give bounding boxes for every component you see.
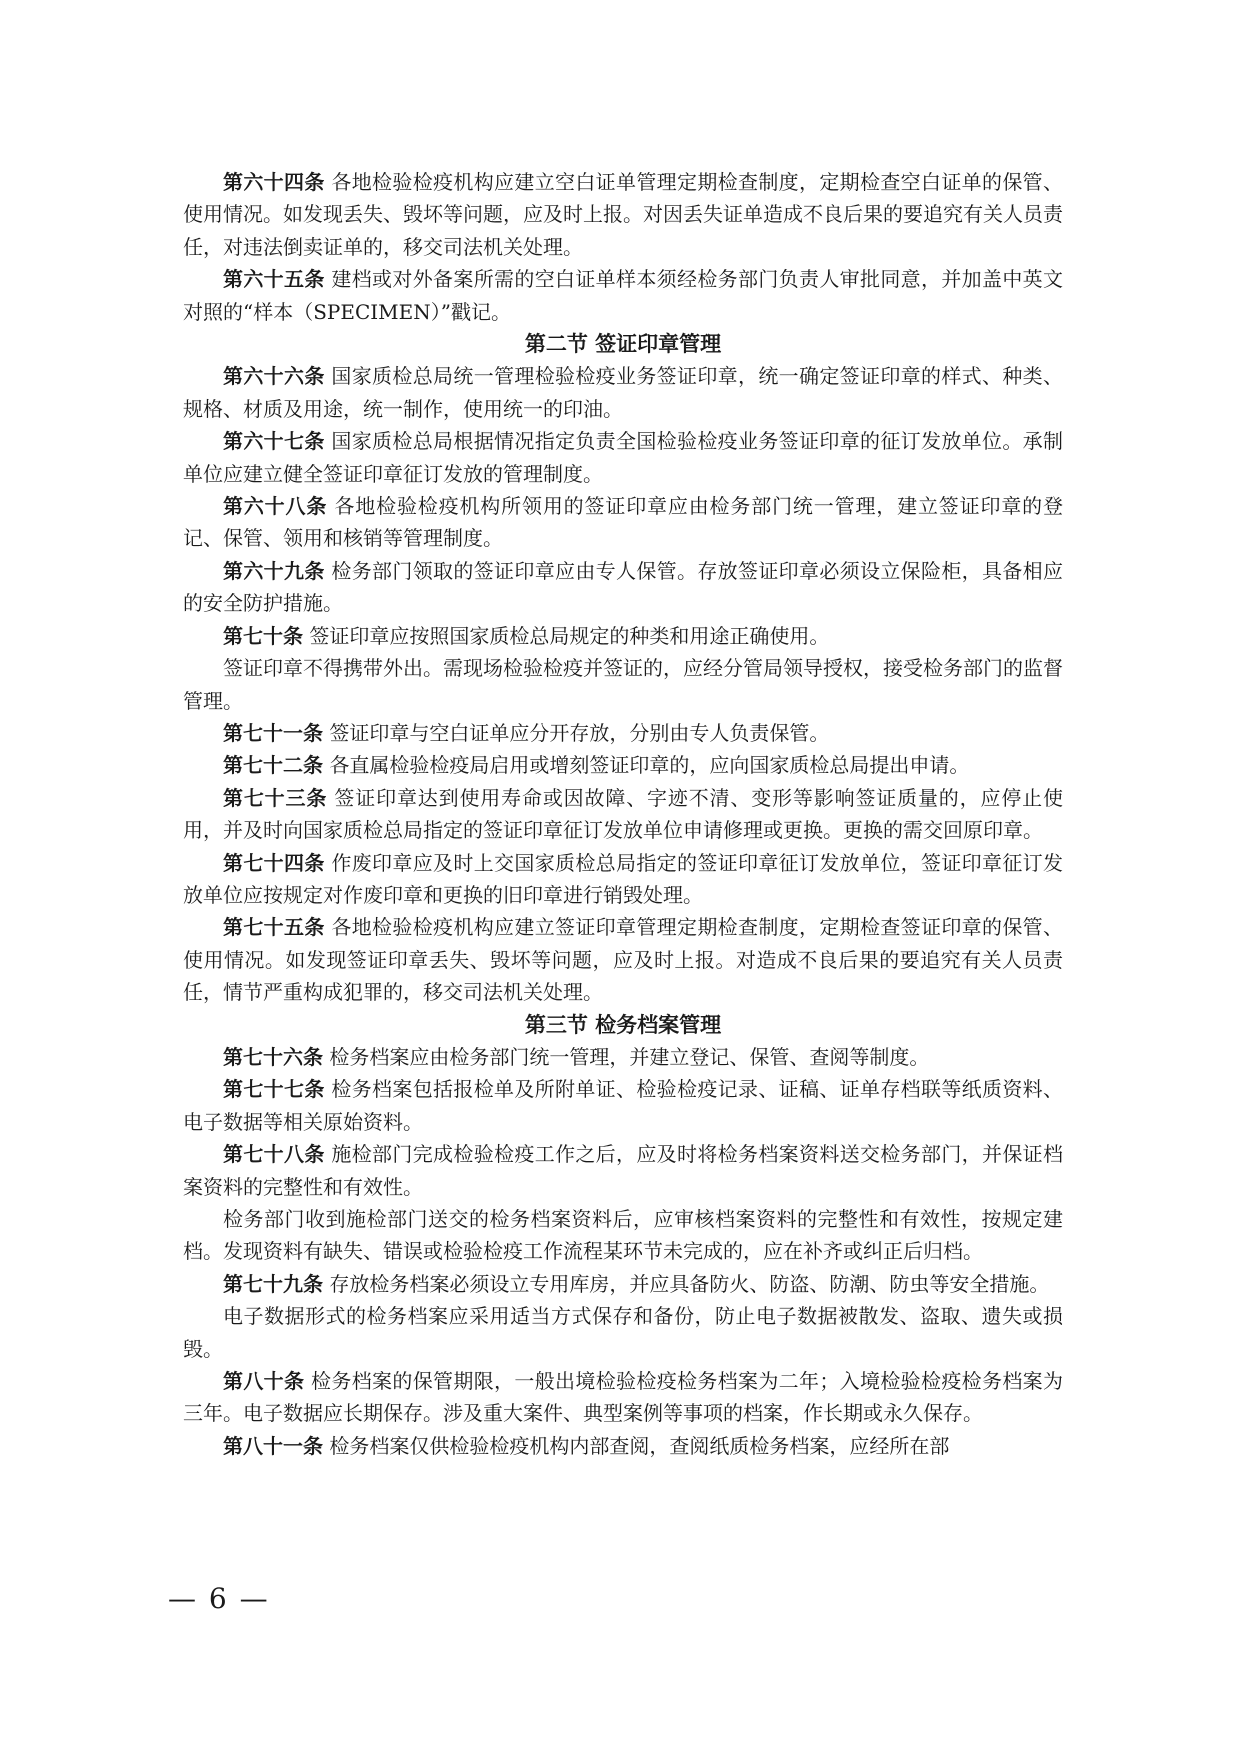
article-number: 第六十六条 <box>223 364 325 389</box>
article-text: 各直属检验检疫局启用或增刻签证印章的，应向国家质检总局提出申请。 <box>323 753 970 778</box>
article-paragraph <box>183 425 1063 490</box>
article-number: 第七十九条 <box>223 1271 323 1296</box>
article-number: 第七十三条 <box>223 785 328 810</box>
article-number: 第六十四条 <box>223 170 325 194</box>
section-heading: 第二节 签证印章管理 <box>524 332 722 357</box>
article-number: 第七十五条 <box>223 915 325 940</box>
article-text: 签证印章应按照国家质检总局规定的种类和用途正确使用。 <box>303 623 830 648</box>
article-paragraph <box>183 1268 1063 1300</box>
article-number: 第六十八条 <box>223 494 328 519</box>
article-text: 建档或对外备案所需的空白证单样本须经检务部门负责人审批同意，并加盖中英文对照的“样本（SPECIMEN）”戳记。 <box>183 267 1064 324</box>
article-paragraph <box>183 1073 1063 1138</box>
article-number: 第八十条 <box>223 1369 305 1394</box>
article-paragraph <box>183 490 1063 555</box>
article-text: 签证印章与空白证单应分开存放，分别由专人负责保管。 <box>323 720 830 745</box>
article-text: 检务部门领取的签证印章应由专人保管。存放签证印章必须设立保险柜，具备相应的安全防护措施。 <box>183 558 1064 616</box>
article-text: 国家质检总局根据情况指定负责全国检验检疫业务签证印章的征订发放单位。承制单位应建立健全签证印章征订发放的管理制度。 <box>183 429 1064 486</box>
article-number: 第六十九条 <box>223 558 325 583</box>
article-paragraph <box>183 555 1063 620</box>
article-text: 检务档案包括报检单及所附单证、检验检疫记录、证稿、证单存档联等纸质资料、电子数据等相关原始资料。 <box>183 1077 1064 1134</box>
article-paragraph <box>183 1203 1063 1268</box>
article-text: 存放检务档案必须设立专用库房，并应具备防火、防盗、防潮、防虫等安全措施。 <box>323 1271 1050 1296</box>
article-paragraph <box>183 782 1063 847</box>
article-text: 各地检验检疫机构应建立空白证单管理定期检查制度，定期检查空白证单的保管、使用情况。如发现丢失、毁坏等问题，应及时上报。对因丢失证单造成不良后果的要追究有关人员责任，对违法倒卖证单的，移交司法机关处理。 <box>183 170 1064 259</box>
article-number: 第六十五条 <box>223 267 325 292</box>
article-number: 第八十一条 <box>223 1433 323 1458</box>
article-text: 签证印章不得携带外出。需现场检验检疫并签证的，应经分管局领导授权，接受检务部门的监督管理。 <box>183 656 1063 713</box>
article-number: 第七十一条 <box>223 720 323 745</box>
article-text: 国家质检总局统一管理检验检疫业务签证印章，统一确定签证印章的样式、种类、规格、材质及用途，统一制作，使用统一的印油。 <box>183 364 1064 421</box>
section-heading: 第三节 检务档案管理 <box>524 1012 722 1037</box>
document-body <box>183 166 1063 1462</box>
article-text: 各地检验检疫机构所领用的签证印章应由检务部门统一管理，建立签证印章的登记、保管、领用和核销等管理制度。 <box>183 494 1064 551</box>
article-paragraph <box>183 911 1063 1008</box>
article-paragraph <box>183 1041 1063 1073</box>
article-number: 第七十六条 <box>223 1044 323 1069</box>
article-text: 检务档案的保管期限，一般出境检验检疫检务档案为二年；入境检验检疫检务档案为三年。电子数据应长期保存。涉及重大案件、典型案例等事项的档案，作长期或永久保存。 <box>183 1369 1064 1426</box>
article-paragraph <box>183 1300 1063 1365</box>
article-text: 施检部门完成检验检疫工作之后，应及时将检务档案资料送交检务部门，并保证档案资料的完整性和有效性。 <box>183 1142 1064 1199</box>
article-paragraph <box>183 1138 1063 1203</box>
article-text: 各地检验检疫机构应建立签证印章管理定期检查制度，定期检查签证印章的保管、使用情况。如发现签证印章丢失、毁坏等问题，应及时上报。对造成不良后果的要追究有关人员责任，情节严重构成犯罪的，移交司法机关处理。 <box>183 915 1064 1005</box>
article-text: 检务档案应由检务部门统一管理，并建立登记、保管、查阅等制度。 <box>323 1044 930 1069</box>
article-text: 签证印章达到使用寿命或因故障、字迹不清、变形等影响签证质量的，应停止使用，并及时向国家质检总局指定的签证印章征订发放单位申请修理或更换。更换的需交回原印章。 <box>183 785 1064 843</box>
article-number: 第七十条 <box>223 623 303 648</box>
article-paragraph <box>183 166 1063 263</box>
article-number: 第七十二条 <box>223 753 323 778</box>
article-number: 第六十七条 <box>223 429 325 454</box>
article-number: 第七十七条 <box>223 1077 325 1102</box>
article-number: 第七十四条 <box>223 850 325 875</box>
article-text: 检务档案仅供检验检疫机构内部查阅，查阅纸质检务档案，应经所在部 <box>323 1433 950 1458</box>
article-text: 检务部门收到施检部门送交的检务档案资料后，应审核档案资料的完整性和有效性，按规定建档。发现资料有缺失、错误或检验检疫工作流程某环节未完成的，应在补齐或纠正后归档。 <box>183 1207 1063 1264</box>
article-paragraph <box>183 749 1063 781</box>
article-paragraph <box>183 1430 1063 1462</box>
article-number: 第七十八条 <box>223 1142 325 1167</box>
article-text: 作废印章应及时上交国家质检总局指定的签证印章征订发放单位，签证印章征订发放单位应按规定对作废印章和更换的旧印章进行销毁处理。 <box>183 850 1064 907</box>
article-paragraph <box>183 652 1063 717</box>
article-paragraph <box>183 847 1063 912</box>
article-paragraph <box>183 1365 1063 1430</box>
article-text: 电子数据形式的检务档案应采用适当方式保存和备份，防止电子数据被散发、盗取、遗失或损毁。 <box>183 1304 1063 1361</box>
article-paragraph <box>183 717 1063 749</box>
page-number: — 6 — <box>168 1582 270 1615</box>
article-paragraph <box>183 360 1063 425</box>
article-paragraph <box>183 263 1063 328</box>
article-paragraph <box>183 620 1063 652</box>
